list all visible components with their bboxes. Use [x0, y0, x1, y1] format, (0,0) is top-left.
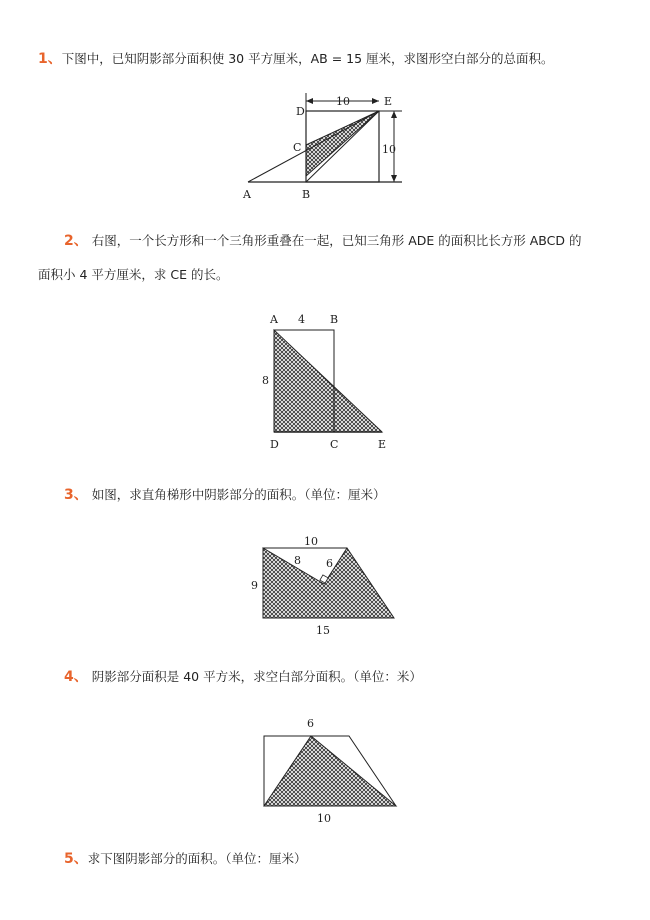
question-2	[64, 232, 581, 250]
label-bottom-15: 15	[316, 624, 330, 637]
label-d: D	[270, 438, 279, 451]
figure-1	[236, 88, 416, 206]
label-6: 6	[326, 557, 333, 570]
question-text: 右图，一个长方形和一个三角形重叠在一起，已知三角形 ADE 的面积比长方形 ABCD 的	[87, 233, 582, 248]
label-bottom-10: 10	[317, 812, 331, 825]
question-number: 3、	[64, 487, 88, 503]
figure-2	[258, 308, 398, 454]
label-top-10: 10	[304, 535, 318, 548]
label-e: E	[384, 95, 393, 108]
label-8: 8	[294, 554, 301, 567]
figure-3	[246, 532, 406, 640]
question-1	[38, 50, 554, 68]
figure-4	[248, 714, 408, 826]
question-number: 1、	[38, 51, 62, 67]
label-b: B	[302, 188, 311, 201]
label-top-4: 4	[298, 313, 305, 326]
label-c: C	[330, 438, 339, 451]
question-3	[64, 486, 385, 504]
question-text: 求下图阴影部分的面积。（单位：厘米）	[87, 851, 307, 866]
label-b: B	[330, 313, 339, 326]
question-text: 下图中，已知阴影部分面积使 30 平方厘米，AB = 15 厘米，求图形空白部分的总面积。	[61, 51, 554, 66]
question-text: 阴影部分面积是 40 平方米，求空白部分面积。（单位：米）	[87, 669, 422, 684]
question-5	[64, 850, 307, 868]
question-text: 面积小 4 平方厘米，求 CE 的长。	[38, 267, 229, 282]
label-e: E	[378, 438, 387, 451]
question-number: 5、	[64, 851, 88, 867]
label-a: A	[270, 313, 278, 326]
label-right-10: 10	[382, 143, 396, 156]
question-2-continued	[38, 266, 228, 284]
question-number: 4、	[64, 669, 88, 685]
label-top-10: 10	[336, 95, 350, 108]
label-a: A	[243, 188, 251, 201]
label-c: C	[293, 141, 302, 154]
question-number: 2、	[64, 233, 88, 249]
question-text: 如图，求直角梯形中阴影部分的面积。（单位：厘米）	[87, 487, 386, 502]
question-4	[64, 668, 422, 686]
label-left-9: 9	[251, 579, 258, 592]
label-d: D	[296, 105, 305, 118]
label-top-6: 6	[307, 717, 314, 730]
label-left-8: 8	[262, 374, 269, 387]
